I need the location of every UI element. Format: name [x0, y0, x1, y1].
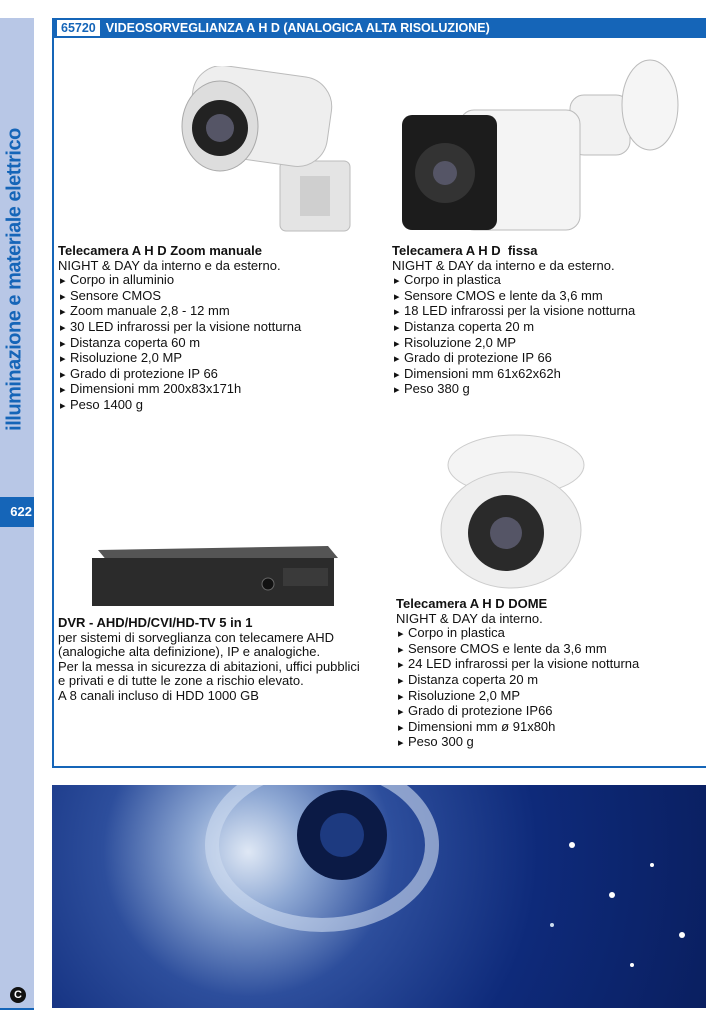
decorative-banner-image	[52, 785, 706, 1008]
feature-item: ▸ Grado di protezione IP 66	[58, 367, 301, 383]
bullet-camera-fixed-image	[400, 55, 685, 235]
description-line: (analogiche alta definizione), IP e analogiche.	[58, 644, 321, 660]
camera-lens-illustration	[52, 785, 706, 1008]
feature-item: ▸ Peso 1400 g	[58, 398, 301, 414]
feature-item: ▸ Dimensioni mm ø 91x80h	[396, 720, 639, 736]
feature-item: ▸ Sensore CMOS	[58, 289, 301, 305]
dvr-image	[88, 538, 338, 610]
feature-item: ▸ Peso 380 g	[392, 382, 635, 398]
header-title: VIDEOSORVEGLIANZA A H D (ANALOGICA ALTA RISOLUZIONE)	[105, 21, 490, 35]
product-title: Telecamera A H D Zoom manuale	[58, 243, 262, 258]
feature-item: ▸ Grado di protezione IP 66	[392, 351, 635, 367]
feature-item: ▸ Corpo in alluminio	[58, 273, 301, 289]
feature-item: ▸ Peso 300 g	[396, 735, 639, 751]
product-code: 65720	[57, 20, 100, 36]
section-header	[52, 18, 706, 38]
feature-item: ▸ Risoluzione 2,0 MP	[58, 351, 301, 367]
feature-item: ▸ Dimensioni mm 200x83x171h	[58, 382, 301, 398]
product-zoom-camera	[58, 244, 301, 414]
description-line: Per la messa in sicurezza di abitazioni, uffici pubblici	[58, 658, 360, 674]
feature-item: ▸ Distanza coperta 60 m	[58, 336, 301, 352]
feature-item: ▸ Risoluzione 2,0 MP	[392, 336, 635, 352]
feature-item: ▸ Corpo in plastica	[396, 626, 639, 642]
feature-item: ▸ Zoom manuale 2,8 - 12 mm	[58, 304, 301, 320]
feature-item: ▸ Risoluzione 2,0 MP	[396, 689, 639, 705]
feature-item: ▸ Corpo in plastica	[392, 273, 635, 289]
feature-item: ▸ Dimensioni mm 61x62x62h	[392, 367, 635, 383]
feature-item: ▸ Grado di protezione IP66	[396, 704, 639, 720]
bullet-camera-zoom-image	[170, 66, 360, 246]
page-number: 622	[0, 497, 34, 527]
section-title: illuminazione e materiale elettrico	[3, 128, 26, 431]
feature-item: ▸ 18 LED infrarossi per la visione notturna	[392, 304, 635, 320]
product-subtitle: NIGHT & DAY da interno e da esterno.	[58, 257, 281, 273]
product-title: Telecamera A H D DOME	[396, 596, 548, 611]
product-title: DVR - AHD/HD/CVI/HD-TV 5 in 1	[58, 615, 253, 630]
product-title: Telecamera A H D fissa	[392, 243, 538, 258]
description-line: A 8 canali incluso di HDD 1000 GB	[58, 687, 259, 703]
description-line: e privati e di tutte le zone a rischio elevato.	[58, 673, 304, 689]
product-fixed-camera	[392, 244, 635, 398]
product-subtitle: NIGHT & DAY da interno e da esterno.	[392, 257, 615, 273]
description-line: per sistemi di sorveglianza con telecamere AHD	[58, 629, 335, 645]
product-subtitle: NIGHT & DAY da interno.	[396, 610, 543, 626]
dome-camera-image	[436, 425, 596, 590]
feature-item: ▸ Sensore CMOS e lente da 3,6 mm	[392, 289, 635, 305]
feature-item: ▸ Distanza coperta 20 m	[392, 320, 635, 336]
feature-item: ▸ 30 LED infrarossi per la visione notturna	[58, 320, 301, 336]
feature-item: ▸ Distanza coperta 20 m	[396, 673, 639, 689]
product-dome-camera	[396, 597, 639, 751]
feature-item: ▸ 24 LED infrarossi per la visione notturna	[396, 657, 639, 673]
brand-logo: C	[10, 987, 26, 1003]
product-dvr	[58, 616, 360, 704]
feature-item: ▸ Sensore CMOS e lente da 3,6 mm	[396, 642, 639, 658]
